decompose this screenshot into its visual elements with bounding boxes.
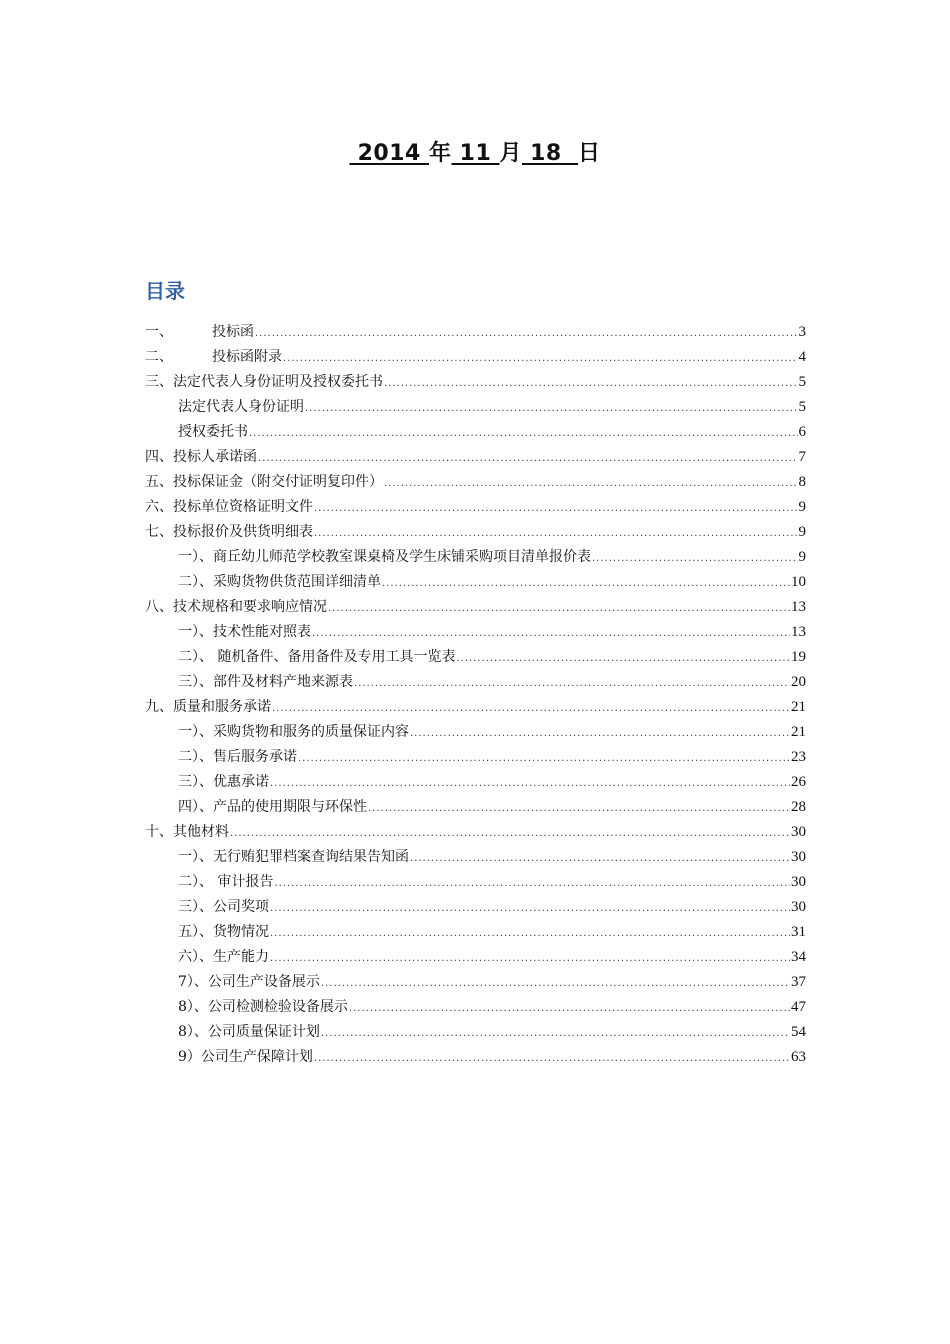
toc-leader-dots: [314, 521, 798, 546]
toc-subentry[interactable]: [145, 545, 806, 570]
date-day: 18: [521, 141, 579, 166]
toc-leader-dots: [283, 346, 798, 371]
toc-leader-dots: [354, 671, 790, 696]
toc-entry-text: 六）、生产能力: [178, 949, 269, 965]
toc-entry-text: 一）、技术性能对照表: [178, 624, 311, 640]
toc-entry-page: 21: [791, 724, 806, 740]
toc-leader-dots: [274, 871, 790, 896]
toc-leader-dots: [349, 996, 790, 1021]
toc-subentry[interactable]: [145, 945, 806, 970]
toc-entry-page: 47: [791, 999, 806, 1015]
toc-entry-text: 8）、公司质量保证计划: [178, 1024, 320, 1040]
toc-subentry[interactable]: [145, 770, 806, 795]
toc-entry-page: 34: [791, 949, 806, 965]
toc-entry-text: 二）、采购货物供货范围详细清单: [178, 574, 381, 590]
toc-leader-dots: [258, 446, 798, 471]
toc-entry[interactable]: [145, 445, 806, 470]
toc-leader-dots: [321, 971, 790, 996]
toc-subentry[interactable]: [145, 620, 806, 645]
toc-subentry[interactable]: [145, 720, 806, 745]
toc-leader-dots: [314, 496, 798, 521]
toc-entry[interactable]: [145, 320, 806, 345]
toc-entry-page: 5: [798, 374, 806, 390]
toc-entry-text: 三）、公司奖项: [178, 899, 269, 915]
toc-leader-dots: [305, 396, 798, 421]
toc-leader-dots: [592, 546, 798, 571]
toc-entry-text: 七、投标报价及供货明细表: [145, 524, 313, 540]
toc-leader-dots: [384, 371, 798, 396]
toc-entry-text: 五、投标保证金（附交付证明复印件）: [145, 474, 383, 490]
toc-leader-dots: [314, 1046, 790, 1071]
toc-entry-page: 23: [791, 749, 806, 765]
toc-leader-dots: [249, 421, 798, 446]
toc-entry[interactable]: [145, 595, 806, 620]
toc-entry-text: 一）、采购货物和服务的质量保证内容: [178, 724, 409, 740]
toc-entry-text: 9）公司生产保障计划: [178, 1049, 313, 1065]
toc-entry-text: 一）、商丘幼儿师范学校教室课桌椅及学生床铺采购项目清单报价表: [178, 549, 591, 565]
toc-entry[interactable]: [145, 520, 806, 545]
toc-subentry[interactable]: [145, 1045, 806, 1070]
toc-entry-text: 三）、部件及材料产地来源表: [178, 674, 353, 690]
toc-entry-page: 54: [791, 1024, 806, 1040]
toc-leader-dots: [270, 896, 790, 921]
toc-subentry[interactable]: [145, 645, 806, 670]
toc-entry-text: 二）、 审计报告: [178, 874, 274, 890]
toc-entry-page: 30: [791, 824, 806, 840]
toc-subentry[interactable]: [145, 670, 806, 695]
toc-entry[interactable]: [145, 470, 806, 495]
toc-entry-page: 19: [791, 649, 806, 665]
toc-entry-page: 6: [798, 424, 806, 440]
toc-leader-dots: [230, 821, 790, 846]
toc-entry-page: 4: [798, 349, 806, 365]
toc-leader-dots: [456, 646, 790, 671]
toc-leader-dots: [270, 946, 790, 971]
toc-entry-page: 31: [791, 924, 806, 940]
toc-title: 目录: [145, 279, 185, 303]
toc-entry[interactable]: [145, 695, 806, 720]
toc-entry-text: 投标函附录: [212, 349, 282, 365]
toc-entry-page: 37: [791, 974, 806, 990]
toc-entry-page: 13: [791, 599, 806, 615]
toc-entry-number: 一、: [145, 324, 173, 340]
toc-entry-page: 30: [791, 849, 806, 865]
toc-entry-page: 9: [798, 549, 806, 565]
toc-leader-dots: [384, 471, 798, 496]
toc-subentry[interactable]: [145, 570, 806, 595]
document-date: [0, 136, 950, 167]
toc-entry-page: 10: [791, 574, 806, 590]
toc-entry-text: 8）、公司检测检验设备展示: [178, 999, 348, 1015]
toc-entry-page: 30: [791, 874, 806, 890]
toc-entry[interactable]: [145, 345, 806, 370]
toc-subentry[interactable]: [145, 870, 806, 895]
toc-entry-text: 投标函: [212, 324, 254, 340]
toc-entry-page: 28: [791, 799, 806, 815]
toc-entry[interactable]: [145, 370, 806, 395]
toc-entry-text: 授权委托书: [178, 424, 248, 440]
toc-subentry[interactable]: [145, 420, 806, 445]
toc-entry[interactable]: [145, 820, 806, 845]
toc-entry-text: 四）、产品的使用期限与环保性: [178, 799, 367, 815]
toc-leader-dots: [382, 571, 790, 596]
date-month-unit: 月: [499, 141, 522, 166]
table-of-contents: [145, 320, 806, 1070]
toc-entry-page: 30: [791, 899, 806, 915]
date-month: 11: [451, 141, 500, 166]
toc-leader-dots: [272, 696, 790, 721]
toc-entry-text: 法定代表人身份证明: [178, 399, 304, 415]
toc-entry-text: 十、其他材料: [145, 824, 229, 840]
toc-leader-dots: [410, 846, 790, 871]
toc-entry-text: 二）、售后服务承诺: [178, 749, 297, 765]
toc-leader-dots: [270, 921, 790, 946]
toc-leader-dots: [312, 621, 790, 646]
toc-leader-dots: [270, 771, 790, 796]
toc-entry-text: 7）、公司生产设备展示: [178, 974, 320, 990]
toc-subentry[interactable]: [145, 395, 806, 420]
toc-subentry[interactable]: [145, 995, 806, 1020]
toc-entry-text: 六、投标单位资格证明文件: [145, 499, 313, 515]
toc-entry-page: 9: [798, 524, 806, 540]
date-year-unit: 年: [428, 141, 452, 166]
toc-entry-page: 9: [798, 499, 806, 515]
toc-entry-page: 13: [791, 624, 806, 640]
toc-entry-text: 九、质量和服务承诺: [145, 699, 271, 715]
toc-entry-text: 三、法定代表人身份证明及授权委托书: [145, 374, 383, 390]
toc-leader-dots: [255, 321, 798, 346]
toc-entry-text: 二）、 随机备件、备用备件及专用工具一览表: [178, 649, 456, 665]
toc-entry-text: 四、投标人承诺函: [145, 449, 257, 465]
toc-entry-page: 7: [798, 449, 806, 465]
toc-leader-dots: [368, 796, 790, 821]
toc-subentry[interactable]: [145, 1020, 806, 1045]
toc-leader-dots: [328, 596, 790, 621]
toc-entry-text: 五）、货物情况: [178, 924, 269, 940]
toc-entry-text: 三）、优惠承诺: [178, 774, 269, 790]
toc-entry-number: 二、: [145, 349, 173, 365]
toc-subentry[interactable]: [145, 970, 806, 995]
toc-entry-page: 20: [791, 674, 806, 690]
toc-leader-dots: [298, 746, 790, 771]
toc-entry-page: 3: [798, 324, 806, 340]
toc-entry[interactable]: [145, 495, 806, 520]
toc-subentry[interactable]: [145, 845, 806, 870]
toc-entry-page: 8: [798, 474, 806, 490]
toc-subentry[interactable]: [145, 745, 806, 770]
toc-subentry[interactable]: [145, 920, 806, 945]
toc-entry-page: 63: [791, 1049, 806, 1065]
toc-subentry[interactable]: [145, 795, 806, 820]
toc-subentry[interactable]: [145, 895, 806, 920]
toc-entry-page: 21: [791, 699, 806, 715]
date-day-unit: 日: [578, 141, 601, 166]
toc-leader-dots: [321, 1021, 790, 1046]
toc-entry-text: 一）、无行贿犯罪档案查询结果告知函: [178, 849, 409, 865]
date-year: 2014: [349, 141, 429, 166]
toc-entry-page: 26: [791, 774, 806, 790]
toc-entry-text: 八、技术规格和要求响应情况: [145, 599, 327, 615]
toc-leader-dots: [410, 721, 790, 746]
toc-entry-page: 5: [798, 399, 806, 415]
